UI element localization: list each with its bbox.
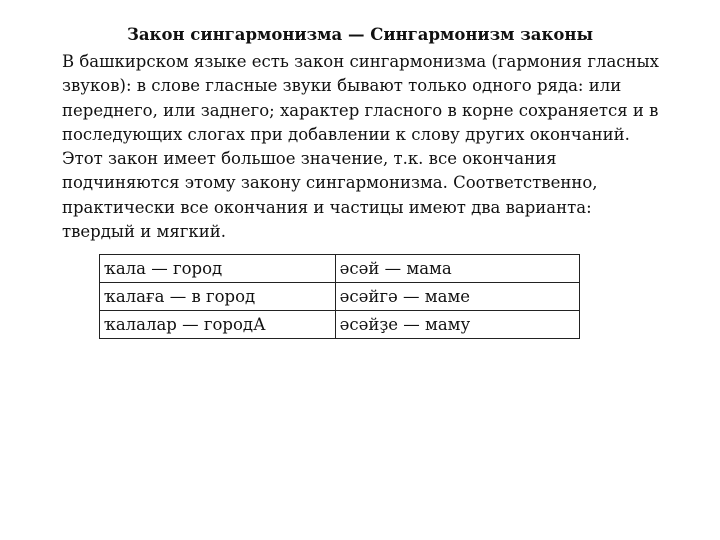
table-cell-front-vowel-example: әсәйҙе — маму: [335, 311, 579, 339]
table-cell-front-vowel-example: әсәйгә — маме: [335, 283, 579, 311]
examples-table: [99, 254, 580, 339]
table-cell-back-vowel-example: ҡала — город: [100, 255, 336, 283]
table-cell-back-vowel-example: ҡалаға — в город: [100, 283, 336, 311]
paragraph-vowel-harmony-rule: В башкирском языке есть закон сингармонизма (гармония гласных звуков): в слове гласные звуки бывают только одного ряда: или переднего, или заднего; характер гласного в корне сохраняется и в последующих слогах при добавлении к слову других окончаний.: [62, 52, 659, 144]
table-cell-back-vowel-example: ҡалалар — городА: [100, 311, 336, 339]
table-row: [100, 255, 580, 283]
body-text: [62, 50, 662, 244]
table-row: [100, 283, 580, 311]
table-row: [100, 311, 580, 339]
slide-title: Закон сингармонизма — Сингармонизм законы: [126, 25, 594, 44]
paragraph-endings-variants: Этот закон имеет большое значение, т.к. все окончания подчиняются этому закону сингармонизма. Соответственно, практически все окончания и частицы имеют два варианта: твердый и мягкий.: [62, 149, 598, 242]
table-cell-front-vowel-example: әсәй — мама: [335, 255, 579, 283]
